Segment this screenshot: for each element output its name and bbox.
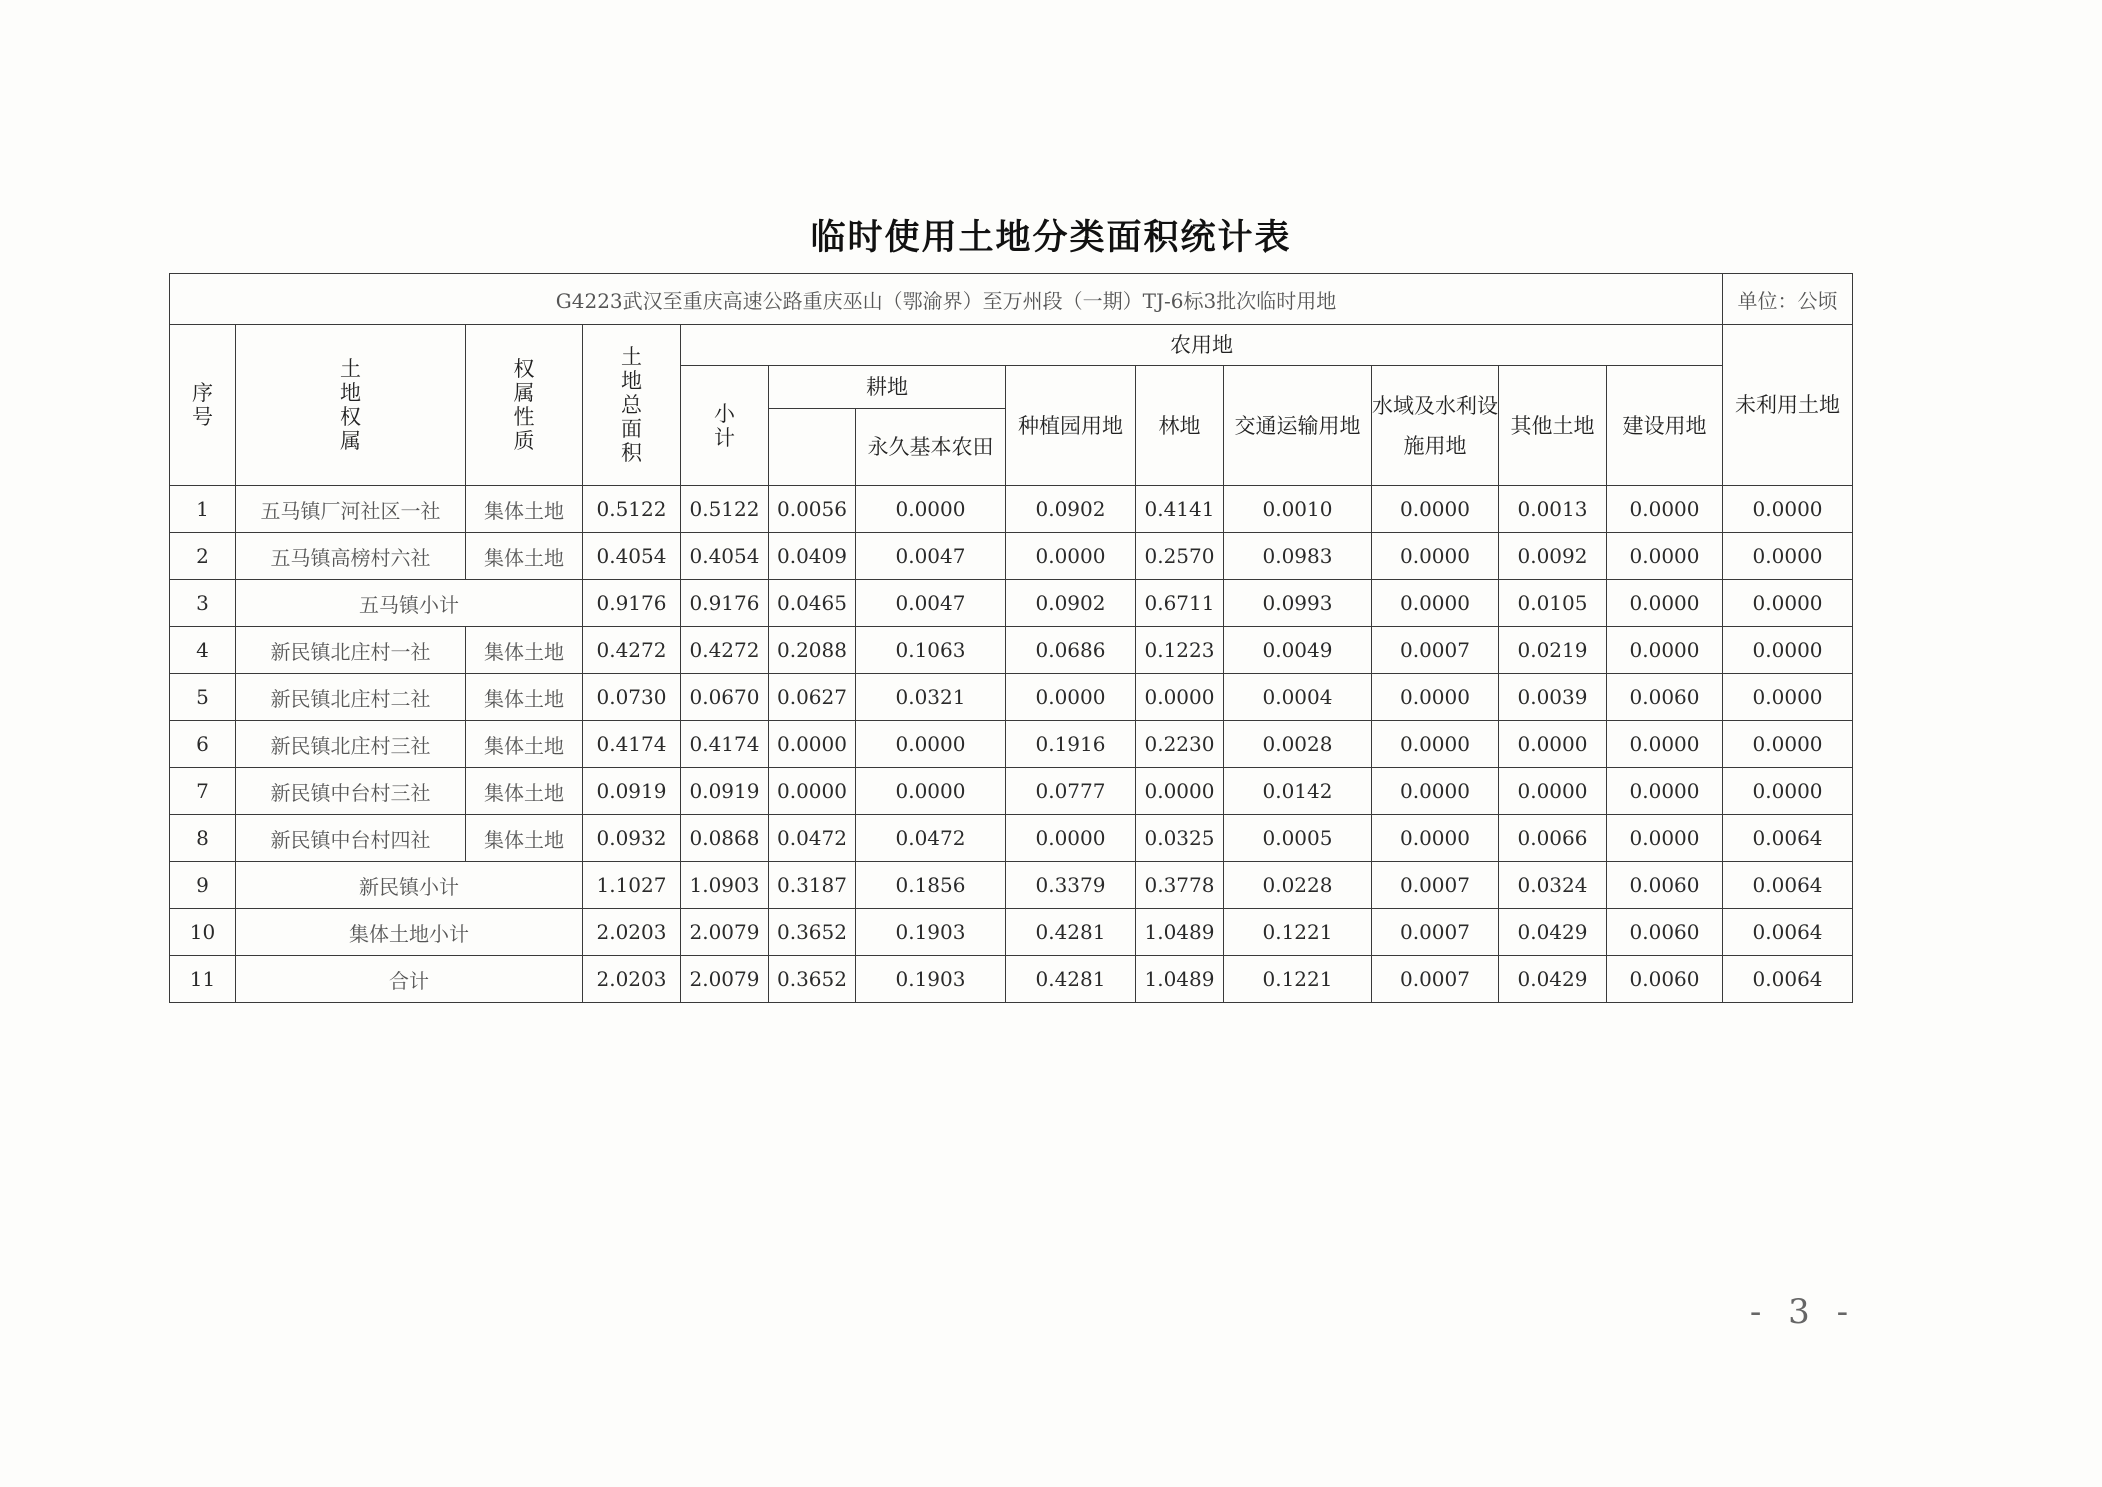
row-owner-cell: 新民镇北庄村一社 [236, 627, 466, 674]
row-value-cell: 0.0000 [1723, 627, 1853, 674]
row-value-cell: 0.0000 [1136, 768, 1224, 815]
header-transport: 交通运输用地 [1224, 366, 1372, 486]
row-seq-cell: 11 [170, 956, 236, 1003]
row-value-cell: 0.0000 [1372, 533, 1499, 580]
header-total-area-text: 土 地 总 面 积 [621, 345, 642, 465]
row-value-cell: 0.0902 [1006, 580, 1136, 627]
row-value-cell: 0.4272 [681, 627, 769, 674]
row-value-cell: 0.6711 [1136, 580, 1224, 627]
row-value-cell: 0.0000 [1006, 674, 1136, 721]
row-value-cell: 0.0000 [1607, 627, 1723, 674]
header-nature [466, 325, 583, 486]
row-value-cell: 0.1063 [856, 627, 1006, 674]
row-owner-cell: 五马镇高榜村六社 [236, 533, 466, 580]
row-nature-cell: 集体土地 [466, 768, 583, 815]
row-seq-cell: 9 [170, 862, 236, 909]
row-value-cell: 0.0092 [1499, 533, 1607, 580]
row-value-cell: 0.0000 [1607, 533, 1723, 580]
row-owner-cell: 新民镇北庄村二社 [236, 674, 466, 721]
table-row [170, 674, 1853, 721]
header-cultivated-empty [769, 409, 856, 486]
row-value-cell: 0.0000 [856, 486, 1006, 533]
row-value-cell: 0.4272 [583, 627, 681, 674]
row-value-cell: 0.1221 [1224, 956, 1372, 1003]
row-value-cell: 0.3379 [1006, 862, 1136, 909]
row-value-cell: 0.0010 [1224, 486, 1372, 533]
table-row [170, 580, 1853, 627]
row-value-cell: 0.5122 [681, 486, 769, 533]
row-value-cell: 0.1221 [1224, 909, 1372, 956]
row-value-cell: 0.0004 [1224, 674, 1372, 721]
row-value-cell: 0.0005 [1224, 815, 1372, 862]
row-value-cell: 0.0932 [583, 815, 681, 862]
header-row-1 [170, 325, 1853, 366]
row-value-cell: 0.0064 [1723, 956, 1853, 1003]
header-unused: 未利用土地 [1723, 325, 1853, 486]
row-value-cell: 0.0409 [769, 533, 856, 580]
project-caption: G4223武汉至重庆高速公路重庆巫山（鄂渝界）至万州段（一期）TJ-6标3批次临时用地 [170, 274, 1723, 325]
row-value-cell: 0.1916 [1006, 721, 1136, 768]
row-value-cell: 0.0007 [1372, 627, 1499, 674]
row-subtotal-label-cell: 新民镇小计 [236, 862, 583, 909]
row-value-cell: 0.0060 [1607, 909, 1723, 956]
header-owner [236, 325, 466, 486]
row-value-cell: 0.0472 [769, 815, 856, 862]
row-value-cell: 0.2570 [1136, 533, 1224, 580]
header-subtotal-text: 小 计 [714, 401, 735, 450]
row-value-cell: 0.0465 [769, 580, 856, 627]
row-value-cell: 0.0000 [1607, 486, 1723, 533]
row-value-cell: 0.0429 [1499, 909, 1607, 956]
row-seq-cell: 4 [170, 627, 236, 674]
row-value-cell: 0.0064 [1723, 815, 1853, 862]
row-value-cell: 0.0049 [1224, 627, 1372, 674]
row-value-cell: 0.0000 [856, 768, 1006, 815]
row-nature-cell: 集体土地 [466, 815, 583, 862]
row-value-cell: 0.4174 [681, 721, 769, 768]
row-value-cell: 0.1856 [856, 862, 1006, 909]
row-nature-cell: 集体土地 [466, 627, 583, 674]
row-value-cell: 0.5122 [583, 486, 681, 533]
row-value-cell: 0.0000 [1499, 768, 1607, 815]
row-value-cell: 0.0219 [1499, 627, 1607, 674]
row-value-cell: 2.0079 [681, 956, 769, 1003]
row-value-cell: 0.0028 [1224, 721, 1372, 768]
table-row [170, 533, 1853, 580]
row-value-cell: 0.9176 [681, 580, 769, 627]
row-value-cell: 0.0983 [1224, 533, 1372, 580]
table-row [170, 909, 1853, 956]
row-value-cell: 0.0000 [1607, 580, 1723, 627]
row-seq-cell: 5 [170, 674, 236, 721]
row-value-cell: 0.0066 [1499, 815, 1607, 862]
row-value-cell: 0.0000 [1499, 721, 1607, 768]
row-seq-cell: 6 [170, 721, 236, 768]
row-value-cell: 0.0000 [1372, 815, 1499, 862]
row-value-cell: 0.0056 [769, 486, 856, 533]
row-value-cell: 0.0047 [856, 580, 1006, 627]
row-value-cell: 1.1027 [583, 862, 681, 909]
row-value-cell: 0.0919 [583, 768, 681, 815]
row-value-cell: 1.0489 [1136, 956, 1224, 1003]
row-value-cell: 2.0203 [583, 909, 681, 956]
row-seq-cell: 8 [170, 815, 236, 862]
row-value-cell: 0.4054 [681, 533, 769, 580]
row-value-cell: 0.1903 [856, 956, 1006, 1003]
row-value-cell: 0.0060 [1607, 862, 1723, 909]
row-value-cell: 0.0142 [1224, 768, 1372, 815]
row-seq-cell: 7 [170, 768, 236, 815]
row-owner-cell: 五马镇厂河社区一社 [236, 486, 466, 533]
header-permanent-basic: 永久基本农田 [856, 409, 1006, 486]
table-row [170, 862, 1853, 909]
row-value-cell: 0.0064 [1723, 862, 1853, 909]
row-value-cell: 0.0039 [1499, 674, 1607, 721]
table-row [170, 815, 1853, 862]
row-value-cell: 2.0203 [583, 956, 681, 1003]
row-value-cell: 0.0060 [1607, 674, 1723, 721]
row-value-cell: 0.0007 [1372, 862, 1499, 909]
row-value-cell: 0.0007 [1372, 956, 1499, 1003]
row-value-cell: 0.0730 [583, 674, 681, 721]
row-value-cell: 0.0000 [1372, 721, 1499, 768]
row-seq-cell: 1 [170, 486, 236, 533]
row-value-cell: 0.3652 [769, 909, 856, 956]
header-subtotal [681, 366, 769, 486]
row-value-cell: 0.1903 [856, 909, 1006, 956]
table-row [170, 768, 1853, 815]
row-value-cell: 0.0000 [1372, 580, 1499, 627]
row-value-cell: 0.0000 [1372, 768, 1499, 815]
row-value-cell: 0.0000 [1006, 533, 1136, 580]
row-value-cell: 0.0321 [856, 674, 1006, 721]
header-other: 其他土地 [1499, 366, 1607, 486]
row-value-cell: 0.0000 [856, 721, 1006, 768]
row-value-cell: 0.2088 [769, 627, 856, 674]
header-plantation: 种植园用地 [1006, 366, 1136, 486]
row-value-cell: 0.0047 [856, 533, 1006, 580]
row-value-cell: 0.2230 [1136, 721, 1224, 768]
row-value-cell: 0.0064 [1723, 909, 1853, 956]
row-value-cell: 0.0993 [1224, 580, 1372, 627]
header-construction: 建设用地 [1607, 366, 1723, 486]
row-value-cell: 0.0429 [1499, 956, 1607, 1003]
row-value-cell: 0.0670 [681, 674, 769, 721]
row-value-cell: 0.0902 [1006, 486, 1136, 533]
caption-row [170, 274, 1853, 325]
row-value-cell: 0.0919 [681, 768, 769, 815]
row-value-cell: 0.4054 [583, 533, 681, 580]
header-cultivated: 耕地 [769, 366, 1006, 409]
row-subtotal-label-cell: 五马镇小计 [236, 580, 583, 627]
row-value-cell: 0.0013 [1499, 486, 1607, 533]
row-nature-cell: 集体土地 [466, 674, 583, 721]
row-value-cell: 0.0000 [769, 721, 856, 768]
row-value-cell: 0.0105 [1499, 580, 1607, 627]
row-value-cell: 0.0000 [1723, 486, 1853, 533]
row-value-cell: 0.0000 [1372, 486, 1499, 533]
table-row [170, 486, 1853, 533]
row-nature-cell: 集体土地 [466, 533, 583, 580]
row-value-cell: 0.0000 [769, 768, 856, 815]
row-value-cell: 0.9176 [583, 580, 681, 627]
row-seq-cell: 2 [170, 533, 236, 580]
row-seq-cell: 3 [170, 580, 236, 627]
row-value-cell: 0.0000 [1723, 533, 1853, 580]
row-value-cell: 0.0007 [1372, 909, 1499, 956]
row-value-cell: 0.0000 [1723, 721, 1853, 768]
table-row [170, 956, 1853, 1003]
row-value-cell: 0.0000 [1723, 674, 1853, 721]
row-owner-cell: 新民镇北庄村三社 [236, 721, 466, 768]
row-value-cell: 2.0079 [681, 909, 769, 956]
row-seq-cell: 10 [170, 909, 236, 956]
row-value-cell: 0.0060 [1607, 956, 1723, 1003]
row-owner-cell: 新民镇中台村三社 [236, 768, 466, 815]
row-value-cell: 0.4174 [583, 721, 681, 768]
table-row [170, 627, 1853, 674]
row-nature-cell: 集体土地 [466, 486, 583, 533]
header-owner-text: 土 地 权 属 [340, 357, 361, 453]
row-nature-cell: 集体土地 [466, 721, 583, 768]
header-water: 水域及水利设施用地 [1372, 366, 1499, 486]
header-seq [170, 325, 236, 486]
unit-label: 单位：公顷 [1723, 274, 1853, 325]
row-value-cell: 0.3187 [769, 862, 856, 909]
land-classification-table [169, 273, 1853, 1003]
row-value-cell: 0.1223 [1136, 627, 1224, 674]
row-value-cell: 0.0000 [1607, 815, 1723, 862]
row-value-cell: 0.4281 [1006, 909, 1136, 956]
row-value-cell: 0.4141 [1136, 486, 1224, 533]
row-value-cell: 0.0000 [1607, 768, 1723, 815]
row-value-cell: 0.0324 [1499, 862, 1607, 909]
row-value-cell: 0.0000 [1723, 768, 1853, 815]
row-value-cell: 0.0000 [1372, 674, 1499, 721]
page-number: - 3 - [1749, 1292, 1857, 1332]
row-value-cell: 0.3778 [1136, 862, 1224, 909]
header-total-area [583, 325, 681, 486]
page-title: 临时使用土地分类面积统计表 [810, 218, 1292, 258]
row-value-cell: 0.0228 [1224, 862, 1372, 909]
row-value-cell: 0.3652 [769, 956, 856, 1003]
row-value-cell: 1.0903 [681, 862, 769, 909]
row-value-cell: 0.0000 [1607, 721, 1723, 768]
row-value-cell: 0.0868 [681, 815, 769, 862]
row-value-cell: 0.0000 [1006, 815, 1136, 862]
row-value-cell: 0.0686 [1006, 627, 1136, 674]
header-nature-text: 权 属 性 质 [513, 357, 535, 453]
row-value-cell: 0.0325 [1136, 815, 1224, 862]
header-forest: 林地 [1136, 366, 1224, 486]
header-farmland: 农用地 [681, 325, 1723, 366]
header-seq-text: 序 号 [192, 381, 213, 429]
row-value-cell: 1.0489 [1136, 909, 1224, 956]
row-value-cell: 0.0000 [1136, 674, 1224, 721]
row-value-cell: 0.0472 [856, 815, 1006, 862]
row-value-cell: 0.0627 [769, 674, 856, 721]
table-row [170, 721, 1853, 768]
row-value-cell: 0.0000 [1723, 580, 1853, 627]
row-owner-cell: 新民镇中台村四社 [236, 815, 466, 862]
row-subtotal-label-cell: 合计 [236, 956, 583, 1003]
row-subtotal-label-cell: 集体土地小计 [236, 909, 583, 956]
row-value-cell: 0.4281 [1006, 956, 1136, 1003]
row-value-cell: 0.0777 [1006, 768, 1136, 815]
